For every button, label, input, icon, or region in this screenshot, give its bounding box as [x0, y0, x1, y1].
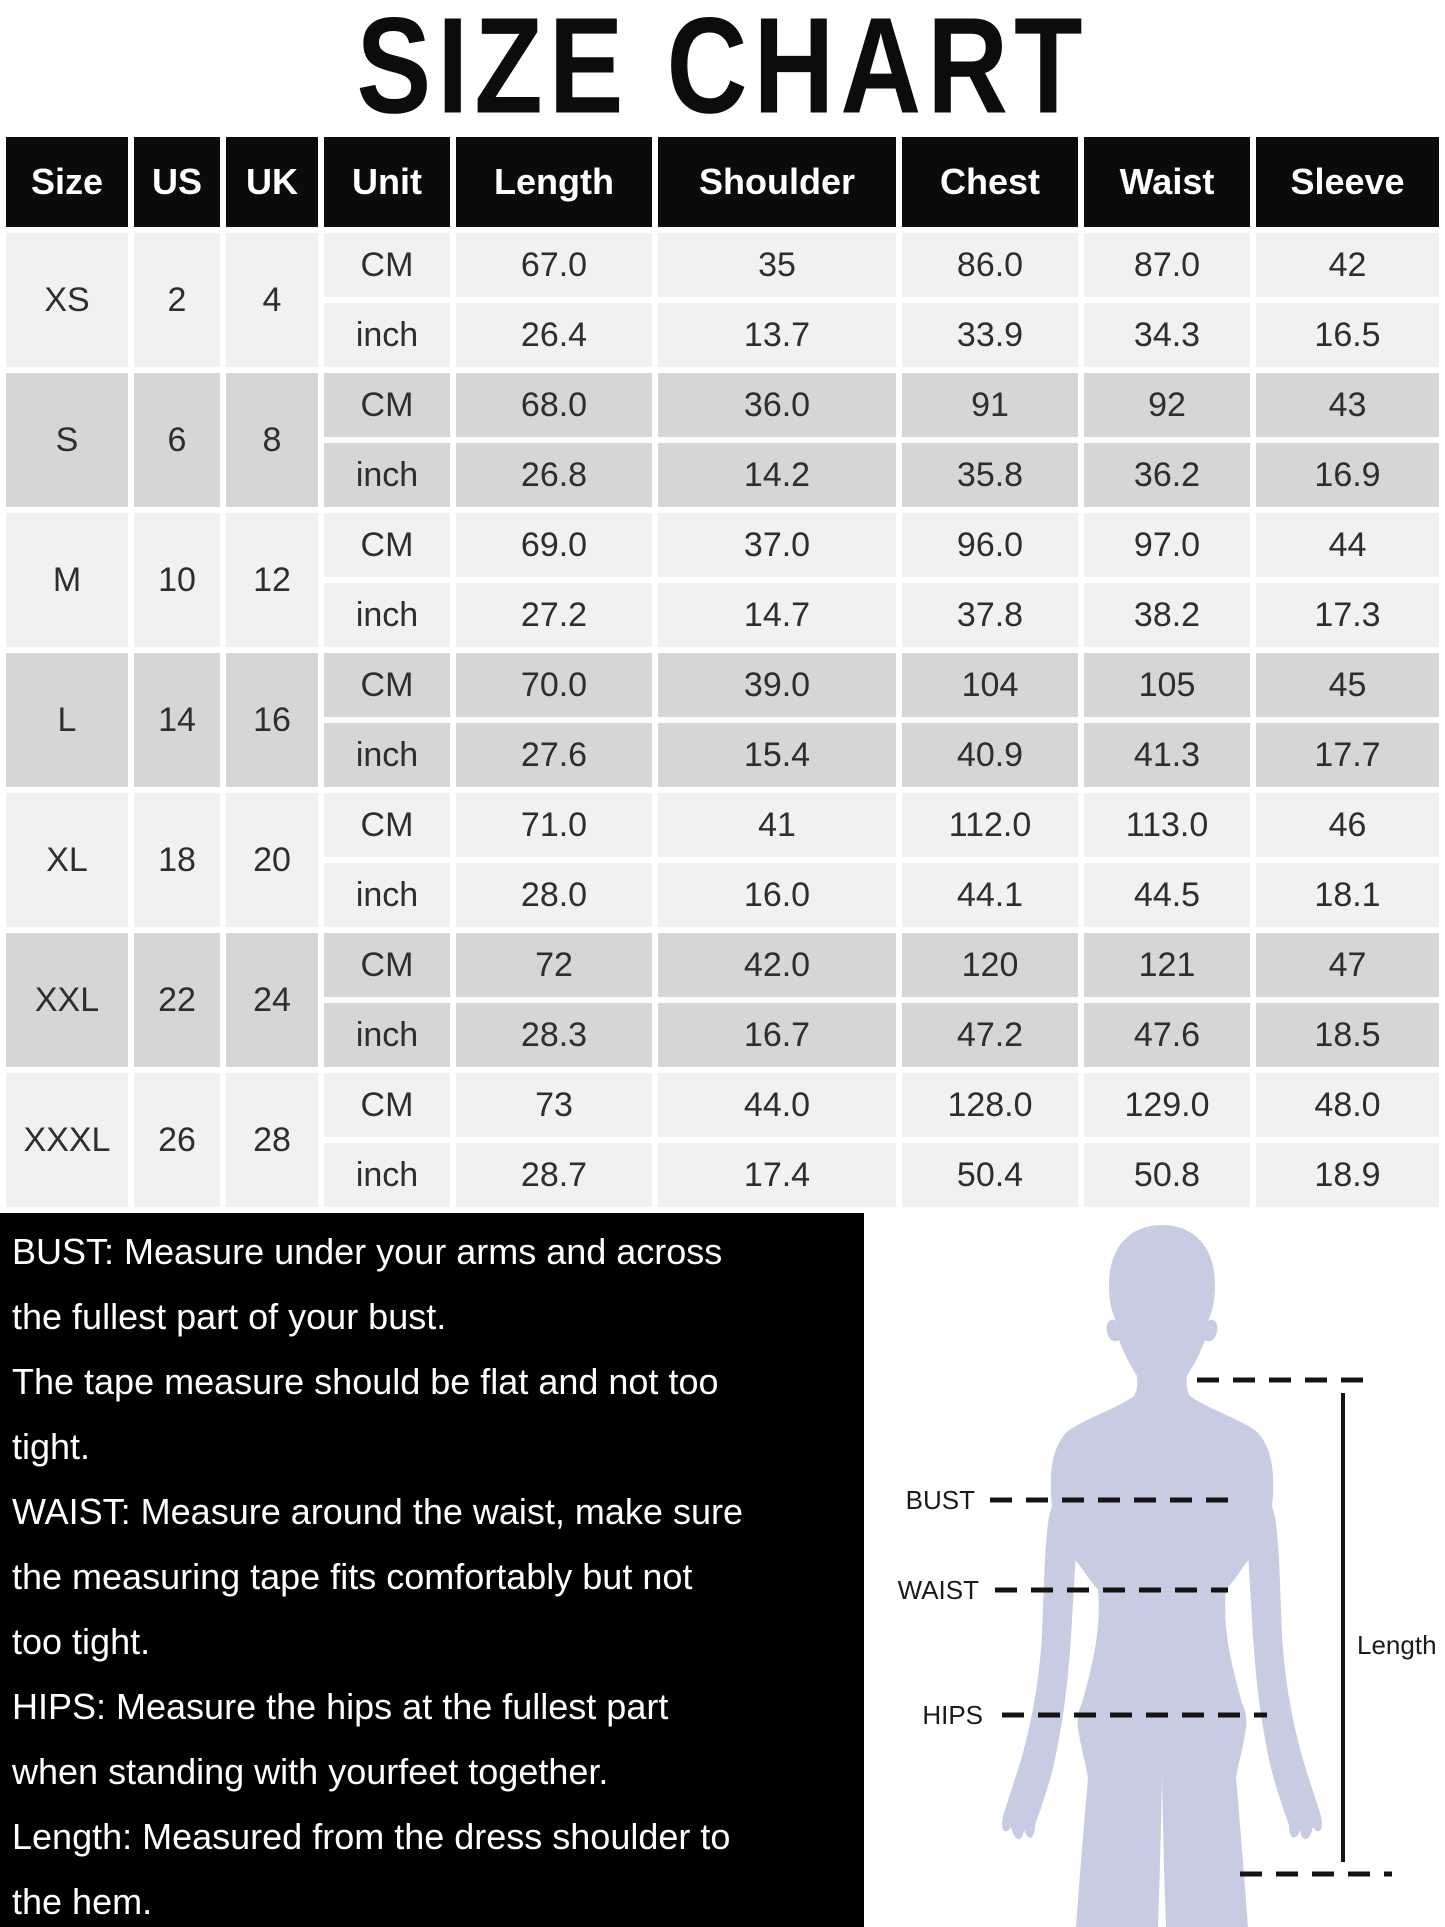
- value-cell: 33.9: [902, 303, 1078, 367]
- col-header-size: Size: [6, 137, 128, 227]
- uk-cell: 12: [226, 513, 318, 647]
- value-cell: 43: [1256, 373, 1439, 437]
- value-cell: 87.0: [1084, 233, 1250, 297]
- value-cell: 18.1: [1256, 863, 1439, 927]
- unit-cell: CM: [324, 1073, 450, 1137]
- value-cell: 35: [658, 233, 896, 297]
- us-cell: 6: [134, 373, 220, 507]
- bottom-section: [0, 1213, 1445, 1927]
- value-cell: 28.3: [456, 1003, 652, 1067]
- unit-cell: CM: [324, 233, 450, 297]
- value-cell: 37.0: [658, 513, 896, 577]
- value-cell: 28.7: [456, 1143, 652, 1207]
- value-cell: 46: [1256, 793, 1439, 857]
- guide-line: the hem.: [12, 1881, 153, 1922]
- unit-cell: inch: [324, 443, 450, 507]
- value-cell: 91: [902, 373, 1078, 437]
- value-cell: 105: [1084, 653, 1250, 717]
- value-cell: 41: [658, 793, 896, 857]
- table-row: [6, 933, 1439, 997]
- value-cell: 47.6: [1084, 1003, 1250, 1067]
- table-row: [6, 513, 1439, 577]
- value-cell: 35.8: [902, 443, 1078, 507]
- us-cell: 18: [134, 793, 220, 927]
- col-header-unit: Unit: [324, 137, 450, 227]
- title-bar: [0, 0, 1445, 142]
- value-cell: 14.7: [658, 583, 896, 647]
- guide-line: Length: Measured from the dress shoulder to: [12, 1816, 731, 1857]
- value-cell: 72: [456, 933, 652, 997]
- value-cell: 39.0: [658, 653, 896, 717]
- unit-cell: CM: [324, 933, 450, 997]
- us-cell: 2: [134, 233, 220, 367]
- col-header-chest: Chest: [902, 137, 1078, 227]
- value-cell: 26.8: [456, 443, 652, 507]
- us-cell: 10: [134, 513, 220, 647]
- size-table: [0, 131, 1445, 1213]
- table-row: [6, 723, 1439, 787]
- us-cell: 26: [134, 1073, 220, 1207]
- unit-cell: inch: [324, 1143, 450, 1207]
- unit-cell: inch: [324, 863, 450, 927]
- value-cell: 38.2: [1084, 583, 1250, 647]
- value-cell: 112.0: [902, 793, 1078, 857]
- value-cell: 41.3: [1084, 723, 1250, 787]
- value-cell: 14.2: [658, 443, 896, 507]
- value-cell: 113.0: [1084, 793, 1250, 857]
- unit-cell: inch: [324, 303, 450, 367]
- body-silhouette: [1051, 1225, 1273, 1927]
- us-cell: 22: [134, 933, 220, 1067]
- value-cell: 47: [1256, 933, 1439, 997]
- uk-cell: 4: [226, 233, 318, 367]
- col-header-us: US: [134, 137, 220, 227]
- value-cell: 128.0: [902, 1073, 1078, 1137]
- value-cell: 16.0: [658, 863, 896, 927]
- unit-cell: CM: [324, 653, 450, 717]
- unit-cell: CM: [324, 373, 450, 437]
- value-cell: 13.7: [658, 303, 896, 367]
- uk-cell: 8: [226, 373, 318, 507]
- table-row: [6, 653, 1439, 717]
- col-header-shoulder: Shoulder: [658, 137, 896, 227]
- body-silhouette-figure: [864, 1213, 1445, 1927]
- value-cell: 18.9: [1256, 1143, 1439, 1207]
- value-cell: 47.2: [902, 1003, 1078, 1067]
- col-header-sleeve: Sleeve: [1256, 137, 1439, 227]
- value-cell: 44.0: [658, 1073, 896, 1137]
- unit-cell: inch: [324, 1003, 450, 1067]
- uk-cell: 28: [226, 1073, 318, 1207]
- table-row: [6, 373, 1439, 437]
- size-cell: XXL: [6, 933, 128, 1067]
- value-cell: 121: [1084, 933, 1250, 997]
- table-row: [6, 1003, 1439, 1067]
- col-header-waist: Waist: [1084, 137, 1250, 227]
- value-cell: 92: [1084, 373, 1250, 437]
- size-cell: L: [6, 653, 128, 787]
- measurement-diagram: [864, 1213, 1445, 1927]
- guide-line: the measuring tape fits comfortably but not: [12, 1556, 693, 1597]
- guide-line: too tight.: [12, 1621, 151, 1662]
- size-cell: M: [6, 513, 128, 647]
- header-row: [6, 137, 1439, 227]
- value-cell: 44.5: [1084, 863, 1250, 927]
- table-row: [6, 863, 1439, 927]
- guide-line: the fullest part of your bust.: [12, 1296, 447, 1337]
- value-cell: 42: [1256, 233, 1439, 297]
- value-cell: 37.8: [902, 583, 1078, 647]
- value-cell: 27.2: [456, 583, 652, 647]
- value-cell: 26.4: [456, 303, 652, 367]
- guide-line: The tape measure should be flat and not too: [12, 1361, 719, 1402]
- value-cell: 71.0: [456, 793, 652, 857]
- value-cell: 16.9: [1256, 443, 1439, 507]
- value-cell: 129.0: [1084, 1073, 1250, 1137]
- size-cell: XL: [6, 793, 128, 927]
- col-header-uk: UK: [226, 137, 318, 227]
- value-cell: 27.6: [456, 723, 652, 787]
- value-cell: 69.0: [456, 513, 652, 577]
- bust-label: BUST: [905, 1485, 975, 1515]
- value-cell: 67.0: [456, 233, 652, 297]
- table-row: [6, 233, 1439, 297]
- col-header-length: Length: [456, 137, 652, 227]
- value-cell: 48.0: [1256, 1073, 1439, 1137]
- value-cell: 44: [1256, 513, 1439, 577]
- value-cell: 17.7: [1256, 723, 1439, 787]
- table-row: [6, 1143, 1439, 1207]
- guide-line: when standing with yourfeet together.: [12, 1751, 609, 1792]
- length-label: Length: [1357, 1630, 1437, 1660]
- hips-label: HIPS: [922, 1700, 983, 1730]
- value-cell: 70.0: [456, 653, 652, 717]
- guide-line: WAIST: Measure around the waist, make sure: [12, 1491, 743, 1532]
- guide-line: tight.: [12, 1426, 91, 1467]
- value-cell: 120: [902, 933, 1078, 997]
- table-row: [6, 793, 1439, 857]
- value-cell: 50.8: [1084, 1143, 1250, 1207]
- value-cell: 104: [902, 653, 1078, 717]
- value-cell: 68.0: [456, 373, 652, 437]
- value-cell: 96.0: [902, 513, 1078, 577]
- unit-cell: CM: [324, 793, 450, 857]
- table-row: [6, 583, 1439, 647]
- us-cell: 14: [134, 653, 220, 787]
- value-cell: 15.4: [658, 723, 896, 787]
- value-cell: 18.5: [1256, 1003, 1439, 1067]
- value-cell: 86.0: [902, 233, 1078, 297]
- size-cell: XXXL: [6, 1073, 128, 1207]
- waist-label: WAIST: [897, 1575, 979, 1605]
- table-row: [6, 443, 1439, 507]
- value-cell: 50.4: [902, 1143, 1078, 1207]
- unit-cell: inch: [324, 723, 450, 787]
- guide-line: HIPS: Measure the hips at the fullest part: [12, 1686, 669, 1727]
- value-cell: 28.0: [456, 863, 652, 927]
- size-cell: S: [6, 373, 128, 507]
- table-row: [6, 1073, 1439, 1137]
- page-title: SIZE CHART: [356, 0, 1089, 142]
- uk-cell: 16: [226, 653, 318, 787]
- uk-cell: 20: [226, 793, 318, 927]
- value-cell: 36.2: [1084, 443, 1250, 507]
- value-cell: 16.5: [1256, 303, 1439, 367]
- unit-cell: inch: [324, 583, 450, 647]
- value-cell: 17.3: [1256, 583, 1439, 647]
- value-cell: 45: [1256, 653, 1439, 717]
- uk-cell: 24: [226, 933, 318, 1067]
- size-cell: XS: [6, 233, 128, 367]
- table-row: [6, 303, 1439, 367]
- value-cell: 17.4: [658, 1143, 896, 1207]
- value-cell: 44.1: [902, 863, 1078, 927]
- guide-line: BUST: Measure under your arms and across: [12, 1231, 723, 1272]
- value-cell: 40.9: [902, 723, 1078, 787]
- value-cell: 73: [456, 1073, 652, 1137]
- value-cell: 16.7: [658, 1003, 896, 1067]
- unit-cell: CM: [324, 513, 450, 577]
- value-cell: 34.3: [1084, 303, 1250, 367]
- value-cell: 97.0: [1084, 513, 1250, 577]
- measuring-guide: [0, 1213, 864, 1927]
- value-cell: 42.0: [658, 933, 896, 997]
- value-cell: 36.0: [658, 373, 896, 437]
